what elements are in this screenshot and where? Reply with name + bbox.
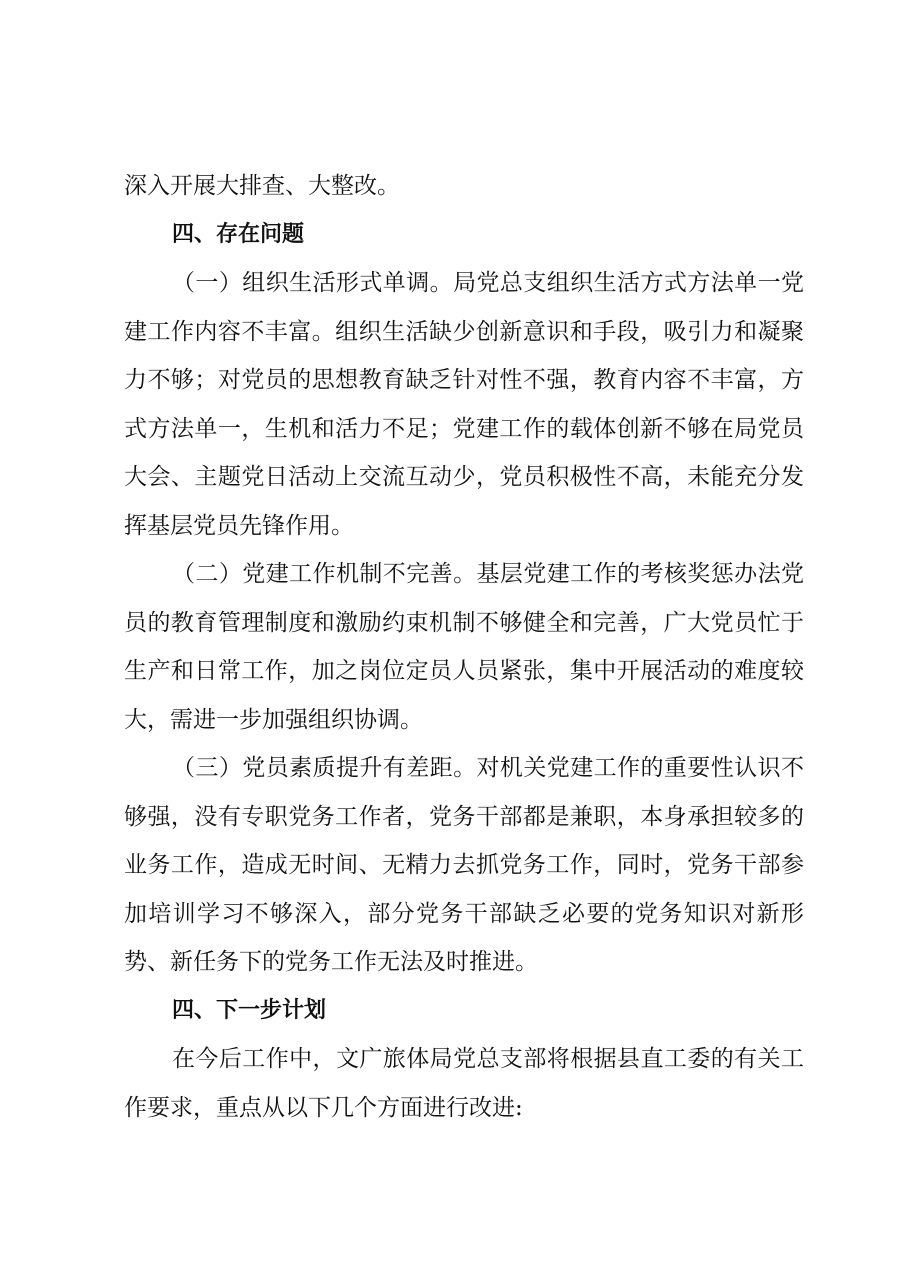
paragraph-problem-1	[124, 259, 804, 550]
problem-3-title: （三）党员素质提升有差距。	[172, 755, 477, 781]
problem-1-title: （一）组织生活形式单调。	[172, 270, 454, 296]
paragraph-problem-2	[124, 550, 804, 744]
paragraph-problem-3	[124, 744, 804, 987]
problem-2-title: （二）党建工作机制不完善。	[172, 561, 477, 587]
section-heading-problems: 四、存在问题	[172, 221, 305, 247]
document-body	[124, 162, 804, 1132]
paragraph-intro: 深入开展大排查、大整改。	[124, 173, 400, 199]
problem-1-body: 局党总支组织生活方式方法单一党建工作内容不丰富。组织生活缺少创新意识和手段，吸引力和凝聚力不够；对党员的思想教育缺乏针对性不强，教育内容不丰富，方式方法单一，生机和活力不足；党建工作的载体创新不够在局党员大会、主题党日活动上交流互动少，党员积极性不高，未能充分发挥基层党员先锋作用。	[124, 270, 805, 539]
problem-2-body: 基层党建工作的考核奖惩办法党员的教育管理制度和激励约束机制不够健全和完善，广大党员忙于生产和日常工作，加之岗位定员人员紧张，集中开展活动的难度较大，需进一步加强组织协调。	[124, 561, 805, 733]
paragraph-next-steps: 在今后工作中，文广旅体局党总支部将根据县直工委的有关工作要求，重点从以下几个方面进行改进:	[124, 1046, 804, 1121]
problem-3-body: 对机关党建工作的重要性认识不够强，没有专职党务工作者，党务干部都是兼职，本身承担较多的业务工作，造成无时间、无精力去抓党务工作，同时，党务干部参加培训学习不够深入，部分党务干部缺乏必要的党务知识对新形势、新任务下的党务工作无法及时推进。	[124, 755, 805, 975]
section-heading-next-steps: 四、下一步计划	[172, 997, 327, 1023]
